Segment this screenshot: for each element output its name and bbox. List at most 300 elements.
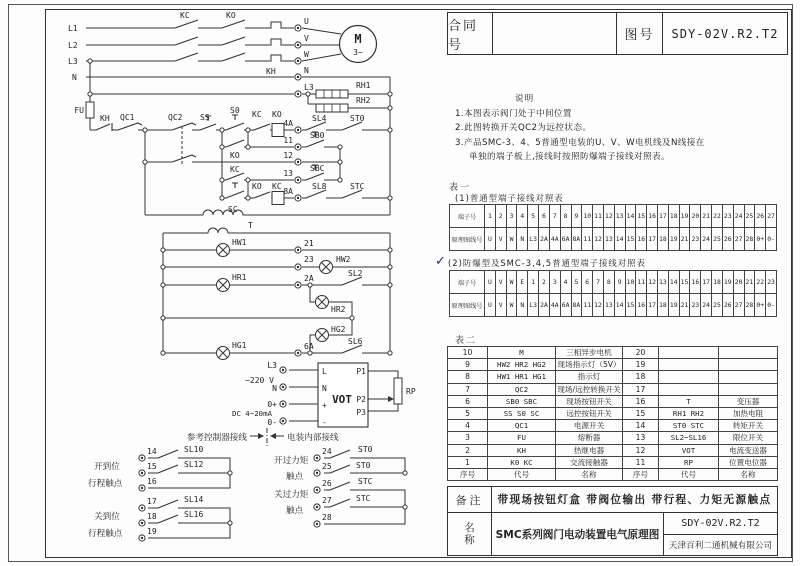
terminal-cell: 4A — [549, 294, 560, 317]
terminal-cell: 2A — [539, 228, 550, 251]
terminal-cell: 28 — [744, 228, 755, 251]
label-sbc: SBC — [310, 164, 325, 173]
terminal-cell: L3 — [528, 294, 539, 317]
legend-cell: QC1 — [488, 420, 556, 432]
name-label-text: 名称 — [464, 522, 475, 546]
label-l3: L3 — [68, 57, 78, 66]
terminal-cell: 8 — [603, 271, 614, 294]
label-28: 28 — [322, 513, 332, 522]
terminal-cell: V — [495, 294, 506, 317]
legend-row — [448, 395, 778, 407]
label-st0-24: ST0 — [358, 445, 373, 454]
terminal-cell: 17 — [647, 294, 658, 317]
terminal-cell: 13 — [658, 271, 669, 294]
legend-cell: 限位开关 — [719, 432, 778, 444]
terminal-cell: 0+ — [755, 294, 766, 317]
label-l3-vot: L3 — [267, 361, 277, 370]
legend-cell: 1 — [448, 456, 488, 468]
terminal-cell: 19 — [668, 294, 679, 317]
legend-cell: 4 — [448, 420, 488, 432]
schematic-labels — [68, 11, 416, 539]
terminal-cell: 0+ — [755, 228, 766, 251]
note-line: 1.本图表示阀门处于中间位置 — [455, 108, 572, 119]
terminal-cell: 12 — [593, 228, 604, 251]
terminal-cell: 15 — [636, 205, 647, 228]
terminal-cell: 2A — [539, 294, 550, 317]
terminal-cell: 26 — [722, 228, 733, 251]
terminal-cell: 28 — [744, 294, 755, 317]
contactor-coil-ko — [272, 124, 284, 137]
label-15: 15 — [147, 462, 157, 471]
legend-cell: 序号 — [448, 468, 488, 480]
terminal-cell: U — [485, 271, 496, 294]
legend-cell — [659, 383, 719, 395]
vot-title: VOT — [332, 393, 352, 406]
heater-rh2 — [316, 104, 348, 112]
label-220v: ~220 V — [245, 376, 274, 385]
check-mark: ✓ — [435, 254, 446, 269]
label-ko-aux: KO — [230, 151, 240, 160]
terminal-cell: E — [517, 271, 528, 294]
terminal-cell: 25 — [712, 228, 723, 251]
terminal-cell: 25 — [744, 205, 755, 228]
terminal-cell: 11 — [636, 271, 647, 294]
terminal-cell: V — [495, 228, 506, 251]
label-ko-coil: KO — [272, 110, 282, 119]
legend-row — [448, 407, 778, 419]
label-hg2: HG2 — [331, 325, 346, 334]
vot-pin-p2: P2 — [356, 395, 366, 404]
label-t: T — [248, 221, 253, 230]
terminal-cell: 11 — [582, 228, 593, 251]
label-sl12: SL12 — [184, 460, 204, 469]
label-s0: S0 — [230, 106, 240, 115]
table3-caption: 表二 — [455, 336, 478, 346]
terminal-cell: 13 — [614, 205, 625, 228]
company-name: 天津百利二通机械有限公司 — [668, 540, 773, 551]
wiper-arrow — [388, 396, 394, 402]
terminal-cell: 26 — [755, 205, 766, 228]
label-w: W — [304, 50, 309, 59]
legend-cell: 位置电位器 — [719, 456, 778, 468]
label-27: 27 — [322, 496, 332, 505]
label-ko-nc: KO — [252, 182, 262, 191]
legend-row — [448, 432, 778, 444]
legend-cell: FU — [488, 432, 556, 444]
terminal-cell: 5 — [528, 205, 539, 228]
drawing-number: SDY-02V.R2.T2 — [664, 513, 777, 535]
terminal-cell: 12 — [593, 294, 604, 317]
legend-cell: 代号 — [659, 468, 719, 480]
name-label — [448, 513, 492, 555]
label-21: 21 — [304, 239, 314, 248]
schematic-canvas — [45, 8, 445, 558]
label-n: N — [72, 73, 77, 82]
label-2a: 2A — [304, 274, 314, 283]
label-open-travel: 开到位 — [94, 462, 120, 472]
terminal-cell: U — [485, 294, 496, 317]
terminal-cell: U — [485, 228, 496, 251]
terminal-cell: 0- — [766, 294, 777, 317]
terminal-cell: V — [495, 271, 506, 294]
terminal-cell: 4 — [560, 271, 571, 294]
terminal-cell: L3 — [528, 228, 539, 251]
motor-letter: M — [354, 32, 362, 46]
terminal-cell: 6 — [582, 271, 593, 294]
label-11: 11 — [283, 136, 293, 145]
legend-cell: ST0 STC — [659, 420, 719, 432]
terminal-cell: 21 — [701, 205, 712, 228]
legend-row — [448, 456, 778, 468]
vot-pin-plus: + — [322, 401, 327, 410]
terminal-cell: 23 — [690, 228, 701, 251]
remark-label: 备注 — [448, 487, 492, 512]
terminal-cell: 1 — [528, 271, 539, 294]
terminal-cell: 5 — [571, 271, 582, 294]
terminal-cell: 18 — [658, 228, 669, 251]
terminal-cell: 23 — [722, 205, 733, 228]
vot-pin-p1: P1 — [356, 367, 366, 376]
terminal-cell: 10 — [582, 205, 593, 228]
label-hw2: HW2 — [336, 255, 351, 264]
legend-cell: 7 — [448, 383, 488, 395]
legend-cell: SS S0 SC — [488, 407, 556, 419]
terminal-cell: 25 — [712, 294, 723, 317]
legend-cell: 2 — [448, 444, 488, 456]
terminal-cell: 26 — [722, 294, 733, 317]
fuse-symbol — [86, 102, 94, 118]
label-fu: FU — [74, 106, 84, 115]
label-sc: SC — [228, 205, 238, 214]
terminal-table-standard — [449, 204, 777, 251]
legend-cell: 14 — [623, 420, 659, 432]
legend-cell: 18 — [623, 371, 659, 383]
legend-row — [448, 371, 778, 383]
remark-text: 带现场按钮灯盒 带阀位输出 带行程、力矩无源触点 — [497, 494, 772, 506]
legend-cell: 3 — [448, 432, 488, 444]
legend-cell: 三相异步电机 — [556, 347, 623, 359]
legend-cell: 9 — [448, 359, 488, 371]
terminal-cell: 16 — [636, 294, 647, 317]
vot-pin-p3: P3 — [356, 408, 366, 417]
terminal-cell: 24 — [733, 205, 744, 228]
terminal-cell: 11 — [593, 205, 604, 228]
notes-title: 说明 — [515, 94, 535, 104]
label-24: 24 — [322, 447, 332, 456]
label-12: 12 — [283, 151, 293, 160]
label-close-torque: 关过力矩 — [274, 490, 309, 500]
legend-cell: 19 — [623, 359, 659, 371]
label-hr1: HR1 — [232, 273, 247, 282]
label-kc-coil: KC — [272, 182, 282, 191]
label-n-term: N — [304, 66, 309, 75]
terminal-cell: 16 — [647, 205, 658, 228]
terminal-cell: 19 — [668, 228, 679, 251]
label-rh1: RH1 — [356, 81, 371, 90]
label-kc-main: KC — [252, 110, 262, 119]
legend-cell: HW2 HR2 HG2 — [488, 359, 556, 371]
label-sl14: SL14 — [184, 495, 204, 504]
label-close-torque-contact: 触点 — [286, 506, 304, 516]
label-open-torque-contact: 触点 — [286, 472, 304, 482]
terminal-cell: 9 — [571, 205, 582, 228]
terminal-cell: 3 — [506, 205, 517, 228]
terminal-table-row — [450, 205, 777, 228]
legend-cell: HW1 HR1 HG1 — [488, 371, 556, 383]
terminal-cell: 12 — [647, 271, 658, 294]
label-17: 17 — [147, 497, 157, 506]
legend-cell — [719, 359, 778, 371]
remark-block — [447, 486, 778, 513]
terminal-cell: 18 — [712, 271, 723, 294]
legend-cell: KH — [488, 444, 556, 456]
terminal-cell: 14 — [625, 205, 636, 228]
table1-subtitle: (1)普通型端子接线对照表 — [455, 193, 564, 203]
legend-header-row — [448, 468, 778, 480]
legend-cell: 电流变送器 — [719, 444, 778, 456]
label-kc: KC — [180, 11, 190, 20]
legend-cell: 代号 — [488, 468, 556, 480]
legend-cell — [719, 371, 778, 383]
terminal-cell: 0- — [766, 228, 777, 251]
row-label: 原理图线号 — [450, 228, 485, 251]
component-legend-table — [447, 346, 778, 481]
legend-cell: 现场/远控转换开关 — [557, 384, 621, 394]
name-block — [447, 513, 778, 556]
table1-caption: 表一 — [449, 183, 472, 193]
label-8a: 8A — [283, 187, 293, 196]
legend-cell: 17 — [623, 383, 659, 395]
label-qc1: QC1 — [120, 113, 135, 122]
label-13: 13 — [283, 169, 293, 178]
terminal-cell: N — [517, 294, 528, 317]
terminal-cell: 17 — [658, 205, 669, 228]
terminal-cell: 8 — [560, 205, 571, 228]
legend-cell: 名称 — [719, 468, 778, 480]
terminal-table-row — [450, 271, 777, 294]
terminal-cell: 22 — [755, 271, 766, 294]
label-close-travel: 关到位 — [94, 512, 120, 522]
legend-cell: RP — [659, 456, 719, 468]
row-label: 端子号 — [450, 205, 485, 228]
label-open-torque: 开过力矩 — [274, 456, 309, 466]
legend-cell: 转矩开关 — [719, 420, 778, 432]
legend-row — [448, 383, 778, 395]
label-l1: L1 — [68, 24, 78, 33]
legend-row — [448, 444, 778, 456]
label-sb0: SB0 — [310, 131, 325, 140]
label-sl2: SL2 — [348, 269, 363, 278]
terminal-cell: 23 — [690, 294, 701, 317]
label-wiring-right: 电装内部接线 — [287, 433, 339, 443]
label-hr2: HR2 — [331, 305, 346, 314]
terminal-cell: W — [506, 294, 517, 317]
legend-cell: 名称 — [556, 468, 623, 480]
label-stc-main: STC — [350, 182, 365, 191]
label-hw1: HW1 — [232, 238, 247, 247]
terminal-cell: 18 — [658, 294, 669, 317]
label-23: 23 — [304, 255, 314, 264]
terminal-cell: W — [506, 228, 517, 251]
drawing-title: SMC系列阀门电动装置电气原理图 — [492, 513, 664, 555]
terminal-cell: 14 — [668, 271, 679, 294]
legend-cell: 熔断器 — [556, 432, 623, 444]
row-label: 端子号 — [450, 271, 485, 294]
drawing-no-value: SDY-02V.R2.T2 — [671, 26, 779, 41]
terminal-cell: 19 — [722, 271, 733, 294]
terminal-cell: 8A — [571, 294, 582, 317]
terminal-cell: 21 — [744, 271, 755, 294]
title-block — [447, 12, 788, 55]
note-line: 3.产品SMC-3、4、5普通型电装的U、V、W电机线及N线接在 — [455, 137, 705, 148]
contract-value — [493, 13, 617, 54]
label-16: 16 — [147, 477, 157, 486]
legend-cell — [659, 347, 719, 359]
terminal-table-row — [450, 294, 777, 317]
terminal-cell: 27 — [733, 294, 744, 317]
legend-cell: VOT — [659, 444, 719, 456]
legend-cell: 13 — [623, 432, 659, 444]
label-close-travel-contact: 行程触点 — [88, 529, 123, 539]
legend-cell: 8 — [448, 371, 488, 383]
legend-cell — [719, 383, 778, 395]
terminal-cell: 16 — [690, 271, 701, 294]
terminal-cell: 27 — [766, 205, 777, 228]
terminal-cell: 11 — [582, 294, 593, 317]
contract-label: 合同号 — [448, 13, 493, 54]
label-sl6: SL6 — [348, 337, 363, 346]
label-kh-power: KH — [266, 67, 276, 76]
label-rh2: RH2 — [356, 96, 371, 105]
legend-cell: 指示灯 — [556, 371, 623, 383]
legend-cell: 序号 — [623, 468, 659, 480]
label-open-travel-contact: 行程触点 — [88, 479, 123, 489]
terminal-cell: N — [517, 228, 528, 251]
potentiometer-rp — [394, 378, 402, 404]
terminal-cell: 23 — [766, 271, 777, 294]
label-26: 26 — [322, 479, 332, 488]
label-stc-26: STC — [358, 477, 373, 486]
junctions — [88, 59, 407, 525]
legend-cell: 热继电器 — [556, 444, 623, 456]
legend-cell: T — [659, 395, 719, 407]
note-line: 单独的端子板上,接线时按照防爆端子接线对照表。 — [469, 152, 670, 162]
terminal-cell: 18 — [668, 205, 679, 228]
label-kh-contact: KH — [100, 114, 110, 123]
terminal-cell: 17 — [647, 228, 658, 251]
terminal-cell: 2 — [539, 271, 550, 294]
legend-cell: SL2~SL16 — [659, 432, 719, 444]
label-dc: DC 4~20mA — [231, 409, 272, 418]
terminal-cell: 24 — [701, 228, 712, 251]
label-25: 25 — [322, 462, 332, 471]
legend-cell: 远控按钮开关 — [556, 407, 623, 419]
legend-cell: M — [488, 347, 556, 359]
label-sl16: SL16 — [184, 510, 204, 519]
legend-cell: 现场指示灯（5V） — [557, 360, 621, 370]
terminal-cell: 17 — [701, 271, 712, 294]
vot-pin-minus: - — [322, 418, 327, 427]
label-6a: 6A — [304, 342, 314, 351]
components — [86, 22, 402, 439]
label-14: 14 — [147, 447, 157, 456]
motor-phase: 3~ — [353, 48, 363, 57]
legend-cell: 16 — [623, 395, 659, 407]
label-18: 18 — [147, 512, 157, 521]
label-n-vot: N — [272, 384, 277, 393]
terminal-cell: 12 — [603, 205, 614, 228]
legend-cell: 变压器 — [719, 395, 778, 407]
vot-pin-n: N — [322, 384, 327, 393]
legend-cell: 加热电阻 — [719, 407, 778, 419]
legend-cell: 12 — [623, 444, 659, 456]
label-sl8: SL8 — [312, 182, 327, 191]
legend-cell: 20 — [623, 347, 659, 359]
label-u: U — [304, 17, 309, 26]
terminal-cell: 22 — [712, 205, 723, 228]
drawing-no-label: 图号 — [617, 13, 663, 54]
legend-cell: 10 — [448, 347, 488, 359]
label-sl4: SL4 — [312, 114, 327, 123]
vot-pin-l: L — [322, 367, 327, 376]
terminal-cell: 14 — [614, 228, 625, 251]
label-stc-27: STC — [356, 494, 371, 503]
legend-cell: 5 — [448, 407, 488, 419]
row-label: 原理图线号 — [450, 294, 485, 317]
label-hg1: HG1 — [232, 341, 247, 350]
label-wiring-left: 参考控制器接线 — [186, 433, 247, 443]
terminal-cell: 20 — [690, 205, 701, 228]
label-ss: SS — [200, 113, 210, 122]
terminal-table-explosionproof — [449, 270, 777, 317]
heater-rh1 — [316, 90, 348, 98]
terminal-cell: 15 — [625, 294, 636, 317]
legend-cell: 15 — [623, 407, 659, 419]
terminal-cell: 16 — [636, 228, 647, 251]
legend-cell — [719, 347, 778, 359]
terminal-cell: 4 — [517, 205, 528, 228]
label-v: V — [304, 34, 309, 43]
terminal-cell: 15 — [679, 271, 690, 294]
terminal-cell: 4A — [549, 228, 560, 251]
terminal-cell: 21 — [679, 294, 690, 317]
legend-cell: 6 — [448, 395, 488, 407]
notes-block — [455, 92, 785, 165]
terminal-cell: 10 — [625, 271, 636, 294]
legend-cell: 交流接触器 — [556, 456, 623, 468]
legend-cell: QC2 — [488, 383, 556, 395]
label-0minus: 0- — [267, 418, 277, 427]
terminal-cell: 7 — [593, 271, 604, 294]
terminal-cell: 13 — [603, 228, 614, 251]
label-19: 19 — [147, 527, 157, 536]
label-qc2: QC2 — [168, 113, 183, 122]
terminal-cell: 27 — [733, 228, 744, 251]
terminal-cell: 6A — [560, 228, 571, 251]
terminal-cell: 6A — [560, 294, 571, 317]
label-st0-25: ST0 — [356, 461, 371, 470]
label-sl10: SL10 — [184, 445, 204, 454]
legend-cell: 现场按钮开关 — [556, 395, 623, 407]
label-st0-main: ST0 — [350, 114, 365, 123]
terminal-cell: 19 — [679, 205, 690, 228]
terminal-cell: 8A — [571, 228, 582, 251]
terminal-cell: 20 — [733, 271, 744, 294]
terminal-cell: 6 — [539, 205, 550, 228]
legend-cell: 11 — [623, 456, 659, 468]
terminal-cell: W — [506, 271, 517, 294]
label-4a: 4A — [283, 119, 293, 128]
